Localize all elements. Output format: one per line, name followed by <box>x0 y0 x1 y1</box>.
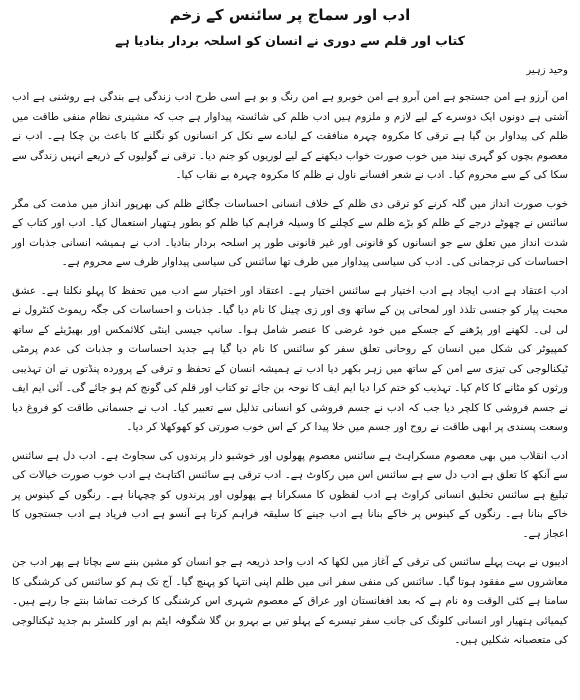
paragraph: ادب انقلاب میں بھی معصوم مسکراہٹ ہے سائنس معصوم پھولوں اور خوشبو دار پرندوں کی سجاوٹ ہے۔ ادب دل ہے سائنس سے آنکھ کا تعلق ہے ادب دل سے ہے سائنس اس میں رکاوٹ ہے۔ ادب ترقی ہے سائنس اکتاہٹ ہے ادب خوب صورت خیالات کی تبلیغ ہے سائنس تخلیق انسانی کراوٹ ہے ادب لفظوں کا مسکرانا ہے پھولوں اور پرندوں کو چچہانا ہے۔ رنگوں کے کینوس پر خاکے بنانا ہے۔ رنگوں کے کینوس پر خاکے بنانا ہے ادب جینے کا سلیقہ فراہم کرتا ہے آنسو ہے ادب فریاد ہے ادب جستجوں کا اعجاز ہے۔ <box>12 449 568 540</box>
paragraph: امن آرزو ہے امن جستجو ہے امن آبرو ہے امن خوبرو ہے امن رنگ و بو ہے اسی طرح ادب زندگی ہے بندگی ہے روشنی ہے ادب آشتی ہے دونوں ایک دوسرے کے لیے لازم و ملزوم ہیں ادب ظلم کی شائستہ پیداوار ہے جب کہ مشینری نظام منفی طاقت میں ظلم کی پیداوار بن گیا ہے ترقی کا مکروہ چہرہ منافقت کے لبادے سے نکل کر انسانوں کو نگلنے کا باعث بن چکا ہے۔ ادب نے معصوم بچوں کو گہری نیند میں خوب صورت خواب دیکھنے کے لیے لوریوں کو جنم دیا۔ ترقی نے گولیوں کے ذریعے انہیں زندگی سے سکا کی کے سے محروم کیا۔ ادب نے شعر افسانے ناول نے ظلم کا مکروہ چہرہ بے نقاب کیا۔ <box>12 91 568 181</box>
paragraph: خوب صورت انداز میں گلہ کرنے کو ترقی دی ظلم کے خلاف انسانی احساسات جگائے ظلم کی بھرپور انداز میں مذمت کی مگر سائنس نے چھوٹے درجے کے ظلم کو بڑے ظلم سے کچلنے کا وسیلہ فراہم کیا ظلم کو بطور ہتھیار استعمال کیا۔ ادب اور کتاب کے شدت انداز میں تعلق سے جو انسانوں کو قانونی اور غیر قانونی طور پر اسلحہ بردار بنادیا۔ ادب نے ہمیشہ انسانی جذبات اور احساسات کی ترجمانی کی۔ ادب کی سیاسی پیداوار میں طرف تھا سائنس کی سیاسی پیداوار ظرف سے محروم ہے۔ <box>12 197 568 268</box>
article-subtitle: کتاب اور قلم سے دوری نے انسان کو اسلحہ بردار بنادیا ہے <box>115 33 465 48</box>
paragraph: ادب اعتقاد ہے ادب ایجاد ہے ادب اختیار ہے سائنس اختیار ہے۔ اعتقاد اور اختیار سے ادب میں تحفظ کا پہلو نکلتا ہے۔ عشق محبت پیار کو جنسی تلذذ اور لمحاتی پن کے ساتھ وی اور زی چینل کا نام دیا گیا۔ جذبات و احساسات کی جگہ ریموٹ کنٹرول نے لی لی۔ لکھنے اور پڑھنے کے جسکے میں خود غرضی کا عنصر شامل ہوا۔ سانپ جیسی اینٹی کلائمکس اور بھیڑیئے کے ساتھ کمپیوٹر کی شکل میں انسان کے روحانی تعلق سفر کو سائنس کا نام دیا گیا ہے جدید احساسات و جذبات کی عدم پرمٹی ٹیکنالوجی کی تیزی سے امن کے ساتھ میں زہر بکھر دیا ادب نے ہمیشہ انسان کے تحفظ و ترقی کے پرورده پنڈتوں نے ان تہذیبی ورثوں کو مٹانے کا کام کیا۔ تہذیب کو ختم کرا دیا ایم ایف کا نوحہ بن جائے تو کتاب اور قلم کی گونج کم ہو جائے گی۔ آئی ایم ایف نے جسم فروشی کا کلچر دیا جب کہ ادب نے جسم فروشی کو انسانی تذلیل سے تعبیر کیا۔ ادب نے جسمانی طاقت کو فروغ دیا وسعت پسندی پر ابھی طاقت نے روح اور جسم میں خلا پیدا کر کے اس خوب صورتی کو کھوکھلا کر دیا۔ <box>12 284 568 433</box>
author-name: وحید زہیر <box>526 65 568 76</box>
article-title: ادب اور سماج پر سائنس کے زخم <box>169 6 411 24</box>
paragraph: ادیبوں نے بہت پہلے سائنس کی ترقی کے آغاز میں لکھا کہ ادب واحد ذریعہ ہے جو انسان کو مشین بننے سے بچاتا ہے پھر ادب جن معاشروں سے مفقود ہوتا گیا۔ سائنس کی منفی سفر انی میں ظلم اپنی انتہا کو پہنچ گیا۔ آج تک ہم کو سائنس کی کرشنگی کا سامنا ہے کئی الوقت وہ نام ہے کہ بعد افغانستان اور عراق کے معصوم شہری اس کرشنگی کا کرخت تماشا بنتے جا رہے ہیں۔ کیمیائی ہتھیار اور انسانی کلونگ کی جانب سفر تیسرے کے پہلو تیں بے بہرو بن گلا شگوفہ ایٹم بم اور کلسٹر بم جدید ٹیکنالوجی کی متعصبانہ شکلیں ہیں۔ <box>12 556 568 646</box>
